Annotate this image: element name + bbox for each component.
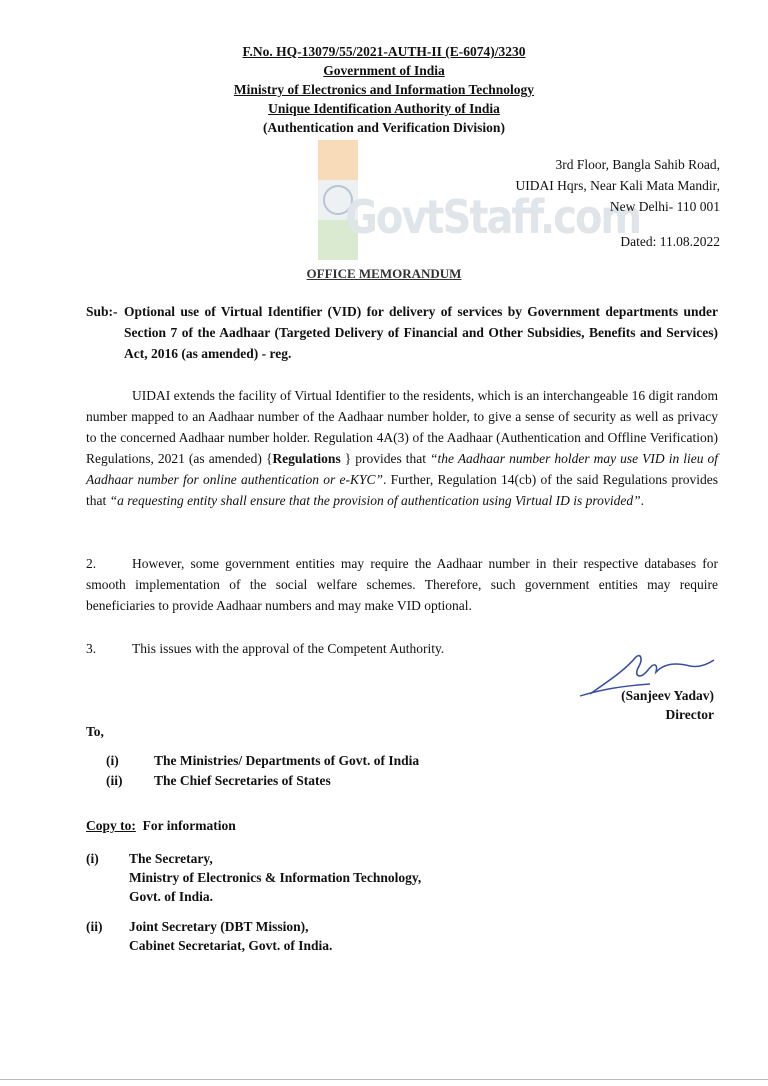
watermark-text: GovtStaff.com (345, 191, 641, 245)
recipient-item: (ii) The Chief Secretaries of States (106, 773, 331, 788)
paragraph-2: 2. However, some government entities may require the Aadhaar number in their respective databases for smooth implementation of the social welfare schemes. Therefore, such government entities may require beneficiaries to provide Aadhaar numbers and may make VID optional. (86, 553, 718, 616)
address-line: New Delhi- 110 001 (609, 199, 720, 214)
copy-recipient: (ii) Joint Secretary (DBT Mission), Cabinet Secretariat, Govt. of India. (86, 919, 333, 953)
government-name: Government of India (323, 63, 445, 78)
signatory-name: (Sanjeev Yadav) (621, 688, 714, 703)
authority-name: Unique Identification Authority of India (268, 101, 500, 116)
address-line: 3rd Floor, Bangla Sahib Road, (555, 157, 720, 172)
memo-date: Dated: 11.08.2022 (620, 234, 720, 249)
paragraph-number: 2. (86, 556, 97, 571)
office-address (515, 154, 720, 217)
paragraph-number: 3. (86, 641, 97, 656)
subject-label: Sub:- (86, 304, 118, 319)
address-line: UIDAI Hqrs, Near Kali Mata Mandir, (515, 178, 720, 193)
recipient-item: (i) The Ministries/ Departments of Govt. of India (106, 753, 420, 768)
paragraph-1: UIDAI extends the facility of Virtual Identifier to the residents, which is an interchangeable 16 digit random number mapped to an Aadhaar number of the Aadhaar number holder, to give a sense of security as well as privacy to the concerned Aadhaar number holder. Regulation 4A(3) of the Aadhaar (Authentication and Offline Verification) Regulations, 2021 (as amended) {Regulations } provides that “the Aadhaar number holder may use VID in lieu of Aadhaar number for online authentication or e-KYC”. Further, Regulation 14(cb) of the said Regulations provides that “a requesting entity shall ensure that the provision of authentication using Virtual ID is provided”. (86, 388, 719, 508)
subject (86, 301, 718, 364)
to-label: To, (86, 724, 104, 739)
file-number: F.No. HQ-13079/55/2021-AUTH-II (E-6074)/3230 (242, 44, 526, 59)
division-name: (Authentication and Verification Division) (263, 120, 505, 135)
copy-to-heading: Copy to: For information (86, 818, 236, 833)
signatory (621, 686, 714, 724)
ministry-name: Ministry of Electronics and Information Technology (233, 82, 535, 97)
page-edge-line (0, 1079, 768, 1080)
paragraph-3: 3. This issues with the approval of the Competent Authority. (86, 638, 718, 659)
signatory-designation: Director (665, 707, 714, 722)
subject-text: Optional use of Virtual Identifier (VID) for delivery of services by Government departments under Section 7 of the Aadhaar (Targeted Delivery of Financial and Other Subsidies, Benefits and Services) Act, 2016 (as amended) - reg. (124, 304, 718, 361)
copy-recipient: (i) The Secretary, Ministry of Electronics & Information Technology, Govt. of India. (86, 851, 422, 904)
memo-title: OFFICE MEMORANDUM (306, 266, 462, 281)
